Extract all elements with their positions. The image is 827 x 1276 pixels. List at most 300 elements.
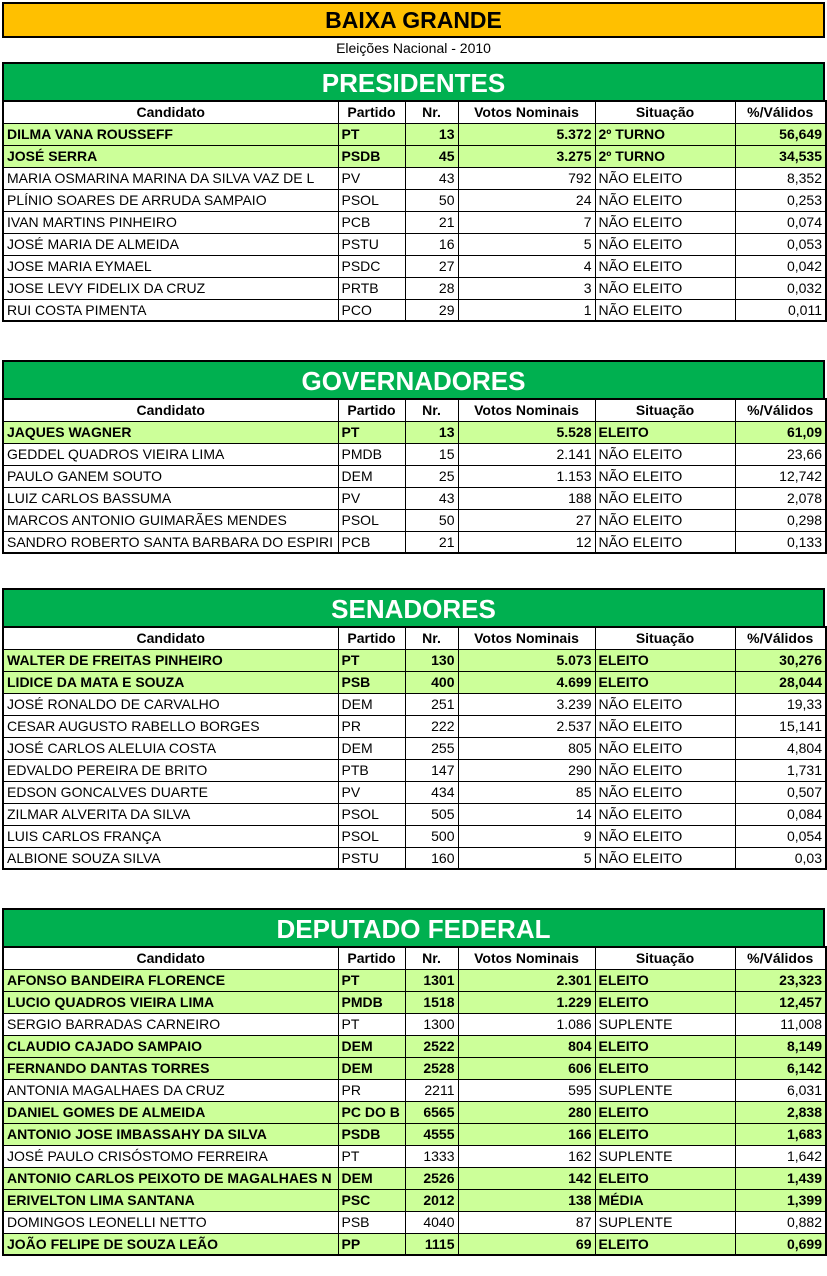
cell-situacao: ELEITO — [595, 649, 735, 671]
table-row — [3, 211, 826, 233]
cell-situacao: 2º TURNO — [595, 145, 735, 167]
cell-partido: PSC — [338, 1189, 405, 1211]
column-header-situacao: Situação — [595, 101, 735, 123]
cell-candidato: CLAUDIO CAJADO SAMPAIO — [3, 1035, 338, 1057]
cell-candidato: JAQUES WAGNER — [3, 421, 338, 443]
cell-nr: 6565 — [405, 1101, 458, 1123]
cell-candidato: MARCOS ANTONIO GUIMARÃES MENDES — [3, 509, 338, 531]
cell-nr: 1300 — [405, 1013, 458, 1035]
cell-candidato: LUCIO QUADROS VIEIRA LIMA — [3, 991, 338, 1013]
table-row — [3, 1167, 826, 1189]
column-header-partido: Partido — [338, 947, 405, 969]
cell-pct: 23,323 — [735, 969, 826, 991]
cell-partido: PSDB — [338, 145, 405, 167]
cell-situacao: NÃO ELEITO — [595, 737, 735, 759]
column-header-nr: Nr. — [405, 399, 458, 421]
column-header-nr: Nr. — [405, 101, 458, 123]
cell-situacao: ELEITO — [595, 1035, 735, 1057]
cell-nr: 28 — [405, 277, 458, 299]
cell-nr: 2528 — [405, 1057, 458, 1079]
cell-partido: PT — [338, 1145, 405, 1167]
cell-candidato: JOSÉ CARLOS ALELUIA COSTA — [3, 737, 338, 759]
cell-situacao: NÃO ELEITO — [595, 803, 735, 825]
cell-votos: 290 — [458, 759, 595, 781]
cell-candidato: FERNANDO DANTAS TORRES — [3, 1057, 338, 1079]
cell-votos: 3.275 — [458, 145, 595, 167]
cell-pct: 61,09 — [735, 421, 826, 443]
column-header-votos: Votos Nominais — [458, 627, 595, 649]
section-title: GOVERNADORES — [2, 360, 825, 398]
cell-partido: PSTU — [338, 847, 405, 869]
column-header-partido: Partido — [338, 399, 405, 421]
results-table — [2, 100, 827, 322]
cell-situacao: NÃO ELEITO — [595, 189, 735, 211]
cell-votos: 14 — [458, 803, 595, 825]
cell-partido: DEM — [338, 1167, 405, 1189]
column-header-candidato: Candidato — [3, 947, 338, 969]
cell-pct: 0,032 — [735, 277, 826, 299]
cell-nr: 4040 — [405, 1211, 458, 1233]
cell-votos: 166 — [458, 1123, 595, 1145]
table-row — [3, 531, 826, 553]
column-header-nr: Nr. — [405, 947, 458, 969]
cell-pct: 1,731 — [735, 759, 826, 781]
cell-nr: 45 — [405, 145, 458, 167]
table-row — [3, 123, 826, 145]
cell-nr: 27 — [405, 255, 458, 277]
column-header-candidato: Candidato — [3, 627, 338, 649]
cell-situacao: NÃO ELEITO — [595, 759, 735, 781]
cell-partido: PRTB — [338, 277, 405, 299]
table-row — [3, 825, 826, 847]
cell-partido: PV — [338, 781, 405, 803]
table-row — [3, 443, 826, 465]
cell-votos: 280 — [458, 1101, 595, 1123]
cell-partido: PSDC — [338, 255, 405, 277]
cell-nr: 255 — [405, 737, 458, 759]
cell-nr: 15 — [405, 443, 458, 465]
cell-candidato: AFONSO BANDEIRA FLORENCE — [3, 969, 338, 991]
cell-partido: PSOL — [338, 189, 405, 211]
column-header-partido: Partido — [338, 627, 405, 649]
cell-candidato: MARIA OSMARINA MARINA DA SILVA VAZ DE L — [3, 167, 338, 189]
cell-votos: 805 — [458, 737, 595, 759]
cell-candidato: LUIS CARLOS FRANÇA — [3, 825, 338, 847]
cell-partido: PT — [338, 969, 405, 991]
cell-nr: 25 — [405, 465, 458, 487]
cell-situacao: 2º TURNO — [595, 123, 735, 145]
cell-nr: 147 — [405, 759, 458, 781]
cell-candidato: DANIEL GOMES DE ALMEIDA — [3, 1101, 338, 1123]
cell-partido: DEM — [338, 1035, 405, 1057]
cell-nr: 13 — [405, 421, 458, 443]
cell-situacao: NÃO ELEITO — [595, 693, 735, 715]
cell-candidato: PLÍNIO SOARES DE ARRUDA SAMPAIO — [3, 189, 338, 211]
cell-nr: 160 — [405, 847, 458, 869]
cell-candidato: ANTONIO JOSE IMBASSAHY DA SILVA — [3, 1123, 338, 1145]
cell-situacao: NÃO ELEITO — [595, 277, 735, 299]
cell-votos: 5.073 — [458, 649, 595, 671]
cell-partido: PSB — [338, 1211, 405, 1233]
cell-candidato: LIDICE DA MATA E SOUZA — [3, 671, 338, 693]
cell-pct: 23,66 — [735, 443, 826, 465]
cell-candidato: EDVALDO PEREIRA DE BRITO — [3, 759, 338, 781]
cell-votos: 606 — [458, 1057, 595, 1079]
cell-partido: PSB — [338, 671, 405, 693]
cell-partido: PT — [338, 1013, 405, 1035]
cell-candidato: WALTER DE FREITAS PINHEIRO — [3, 649, 338, 671]
cell-candidato: JOSE MARIA EYMAEL — [3, 255, 338, 277]
cell-votos: 2.537 — [458, 715, 595, 737]
cell-situacao: NÃO ELEITO — [595, 167, 735, 189]
table-row — [3, 649, 826, 671]
cell-pct: 56,649 — [735, 123, 826, 145]
table-row — [3, 781, 826, 803]
cell-nr: 2526 — [405, 1167, 458, 1189]
cell-pct: 11,008 — [735, 1013, 826, 1035]
table-row — [3, 299, 826, 321]
cell-situacao: NÃO ELEITO — [595, 255, 735, 277]
column-header-situacao: Situação — [595, 399, 735, 421]
cell-situacao: ELEITO — [595, 1233, 735, 1255]
table-row — [3, 1123, 826, 1145]
table-row — [3, 847, 826, 869]
cell-votos: 1.229 — [458, 991, 595, 1013]
table-row — [3, 1233, 826, 1255]
cell-candidato: JOSÉ SERRA — [3, 145, 338, 167]
cell-situacao: ELEITO — [595, 421, 735, 443]
cell-nr: 1115 — [405, 1233, 458, 1255]
cell-situacao: SUPLENTE — [595, 1013, 735, 1035]
cell-partido: PSOL — [338, 509, 405, 531]
column-header-candidato: Candidato — [3, 101, 338, 123]
cell-pct: 6,031 — [735, 1079, 826, 1101]
cell-partido: PSOL — [338, 825, 405, 847]
cell-votos: 162 — [458, 1145, 595, 1167]
table-row — [3, 277, 826, 299]
cell-votos: 27 — [458, 509, 595, 531]
cell-nr: 2522 — [405, 1035, 458, 1057]
cell-situacao: NÃO ELEITO — [595, 781, 735, 803]
column-header-nr: Nr. — [405, 627, 458, 649]
table-row — [3, 189, 826, 211]
cell-partido: DEM — [338, 465, 405, 487]
cell-votos: 1.153 — [458, 465, 595, 487]
cell-pct: 1,439 — [735, 1167, 826, 1189]
cell-pct: 1,399 — [735, 1189, 826, 1211]
cell-candidato: JOSÉ PAULO CRISÓSTOMO FERREIRA — [3, 1145, 338, 1167]
cell-pct: 0,298 — [735, 509, 826, 531]
cell-pct: 0,053 — [735, 233, 826, 255]
cell-situacao: NÃO ELEITO — [595, 715, 735, 737]
table-row — [3, 1211, 826, 1233]
cell-candidato: JOSÉ MARIA DE ALMEIDA — [3, 233, 338, 255]
table-row — [3, 759, 826, 781]
cell-pct: 8,149 — [735, 1035, 826, 1057]
table-row — [3, 1079, 826, 1101]
cell-nr: 21 — [405, 211, 458, 233]
table-header-row — [3, 101, 826, 123]
table-row — [3, 465, 826, 487]
cell-pct: 0,133 — [735, 531, 826, 553]
cell-nr: 251 — [405, 693, 458, 715]
cell-nr: 1333 — [405, 1145, 458, 1167]
column-header-pct: %/Válidos — [735, 947, 826, 969]
table-row — [3, 737, 826, 759]
cell-pct: 0,011 — [735, 299, 826, 321]
column-header-pct: %/Válidos — [735, 627, 826, 649]
cell-situacao: SUPLENTE — [595, 1145, 735, 1167]
cell-pct: 34,535 — [735, 145, 826, 167]
cell-nr: 4555 — [405, 1123, 458, 1145]
cell-votos: 804 — [458, 1035, 595, 1057]
cell-partido: PC DO B — [338, 1101, 405, 1123]
cell-pct: 0,074 — [735, 211, 826, 233]
cell-partido: PT — [338, 421, 405, 443]
cell-partido: PT — [338, 123, 405, 145]
table-row — [3, 969, 826, 991]
column-header-situacao: Situação — [595, 627, 735, 649]
cell-partido: PV — [338, 487, 405, 509]
cell-nr: 434 — [405, 781, 458, 803]
cell-situacao: ELEITO — [595, 1057, 735, 1079]
column-header-votos: Votos Nominais — [458, 101, 595, 123]
table-row — [3, 991, 826, 1013]
cell-partido: PR — [338, 715, 405, 737]
table-header-row — [3, 947, 826, 969]
cell-pct: 0,042 — [735, 255, 826, 277]
table-row — [3, 693, 826, 715]
cell-pct: 0,253 — [735, 189, 826, 211]
cell-candidato: SERGIO BARRADAS CARNEIRO — [3, 1013, 338, 1035]
cell-nr: 505 — [405, 803, 458, 825]
cell-partido: PCO — [338, 299, 405, 321]
cell-partido: PT — [338, 649, 405, 671]
cell-candidato: IVAN MARTINS PINHEIRO — [3, 211, 338, 233]
cell-votos: 188 — [458, 487, 595, 509]
cell-votos: 1.086 — [458, 1013, 595, 1035]
table-row — [3, 255, 826, 277]
cell-nr: 50 — [405, 509, 458, 531]
cell-candidato: PAULO GANEM SOUTO — [3, 465, 338, 487]
cell-pct: 1,642 — [735, 1145, 826, 1167]
cell-nr: 13 — [405, 123, 458, 145]
cell-pct: 0,699 — [735, 1233, 826, 1255]
cell-partido: PP — [338, 1233, 405, 1255]
cell-situacao: ELEITO — [595, 671, 735, 693]
section-governadores — [2, 360, 825, 554]
section-title: PRESIDENTES — [2, 62, 825, 100]
cell-votos: 3 — [458, 277, 595, 299]
cell-votos: 4.699 — [458, 671, 595, 693]
cell-pct: 2,078 — [735, 487, 826, 509]
cell-partido: DEM — [338, 737, 405, 759]
cell-votos: 595 — [458, 1079, 595, 1101]
cell-nr: 400 — [405, 671, 458, 693]
cell-pct: 0,054 — [735, 825, 826, 847]
cell-pct: 4,804 — [735, 737, 826, 759]
table-header-row — [3, 399, 826, 421]
table-row — [3, 145, 826, 167]
cell-votos: 69 — [458, 1233, 595, 1255]
table-row — [3, 671, 826, 693]
cell-situacao: NÃO ELEITO — [595, 509, 735, 531]
cell-candidato: CESAR AUGUSTO RABELLO BORGES — [3, 715, 338, 737]
table-row — [3, 1057, 826, 1079]
cell-candidato: SANDRO ROBERTO SANTA BARBARA DO ESPIRI — [3, 531, 338, 553]
cell-situacao: NÃO ELEITO — [595, 211, 735, 233]
cell-pct: 15,141 — [735, 715, 826, 737]
cell-nr: 130 — [405, 649, 458, 671]
column-header-candidato: Candidato — [3, 399, 338, 421]
cell-pct: 6,142 — [735, 1057, 826, 1079]
results-table — [2, 626, 827, 870]
cell-votos: 5.372 — [458, 123, 595, 145]
cell-nr: 1301 — [405, 969, 458, 991]
cell-votos: 85 — [458, 781, 595, 803]
column-header-pct: %/Válidos — [735, 101, 826, 123]
cell-situacao: NÃO ELEITO — [595, 299, 735, 321]
column-header-situacao: Situação — [595, 947, 735, 969]
cell-votos: 2.141 — [458, 443, 595, 465]
cell-nr: 43 — [405, 487, 458, 509]
table-row — [3, 1013, 826, 1035]
cell-situacao: NÃO ELEITO — [595, 465, 735, 487]
table-row — [3, 487, 826, 509]
cell-candidato: ALBIONE SOUZA SILVA — [3, 847, 338, 869]
cell-situacao: NÃO ELEITO — [595, 825, 735, 847]
cell-pct: 12,457 — [735, 991, 826, 1013]
cell-partido: PCB — [338, 211, 405, 233]
cell-pct: 8,352 — [735, 167, 826, 189]
cell-candidato: GEDDEL QUADROS VIEIRA LIMA — [3, 443, 338, 465]
cell-nr: 222 — [405, 715, 458, 737]
cell-votos: 9 — [458, 825, 595, 847]
cell-votos: 24 — [458, 189, 595, 211]
cell-votos: 1 — [458, 299, 595, 321]
cell-situacao: ELEITO — [595, 969, 735, 991]
cell-nr: 2012 — [405, 1189, 458, 1211]
cell-votos: 138 — [458, 1189, 595, 1211]
cell-votos: 3.239 — [458, 693, 595, 715]
cell-votos: 87 — [458, 1211, 595, 1233]
cell-candidato: ANTONIA MAGALHAES DA CRUZ — [3, 1079, 338, 1101]
section-senadores — [2, 588, 825, 870]
cell-candidato: ANTONIO CARLOS PEIXOTO DE MAGALHAES N — [3, 1167, 338, 1189]
cell-candidato: JOÃO FELIPE DE SOUZA LEÃO — [3, 1233, 338, 1255]
cell-situacao: SUPLENTE — [595, 1211, 735, 1233]
section-deputado-federal — [2, 908, 825, 1256]
cell-pct: 19,33 — [735, 693, 826, 715]
cell-situacao: NÃO ELEITO — [595, 487, 735, 509]
cell-nr: 50 — [405, 189, 458, 211]
cell-pct: 0,882 — [735, 1211, 826, 1233]
cell-situacao: MÉDIA — [595, 1189, 735, 1211]
cell-nr: 16 — [405, 233, 458, 255]
cell-partido: PSTU — [338, 233, 405, 255]
cell-partido: PCB — [338, 531, 405, 553]
cell-partido: PSOL — [338, 803, 405, 825]
section-title: SENADORES — [2, 588, 825, 626]
cell-situacao: SUPLENTE — [595, 1079, 735, 1101]
cell-pct: 30,276 — [735, 649, 826, 671]
cell-candidato: DOMINGOS LEONELLI NETTO — [3, 1211, 338, 1233]
table-row — [3, 1189, 826, 1211]
cell-pct: 12,742 — [735, 465, 826, 487]
cell-votos: 4 — [458, 255, 595, 277]
column-header-votos: Votos Nominais — [458, 399, 595, 421]
table-row — [3, 509, 826, 531]
cell-situacao: ELEITO — [595, 1123, 735, 1145]
cell-candidato: JOSE LEVY FIDELIX DA CRUZ — [3, 277, 338, 299]
cell-nr: 43 — [405, 167, 458, 189]
cell-votos: 792 — [458, 167, 595, 189]
cell-situacao: ELEITO — [595, 1101, 735, 1123]
table-header-row — [3, 627, 826, 649]
table-row — [3, 1101, 826, 1123]
cell-partido: PR — [338, 1079, 405, 1101]
cell-candidato: RUI COSTA PIMENTA — [3, 299, 338, 321]
cell-candidato: LUIZ CARLOS BASSUMA — [3, 487, 338, 509]
cell-votos: 142 — [458, 1167, 595, 1189]
cell-candidato: DILMA VANA ROUSSEFF — [3, 123, 338, 145]
page-subtitle: Eleições Nacional - 2010 — [336, 40, 491, 56]
cell-nr: 1518 — [405, 991, 458, 1013]
cell-candidato: EDSON GONCALVES DUARTE — [3, 781, 338, 803]
cell-candidato: JOSÉ RONALDO DE CARVALHO — [3, 693, 338, 715]
results-table — [2, 398, 827, 554]
cell-situacao: ELEITO — [595, 1167, 735, 1189]
cell-partido: PSDB — [338, 1123, 405, 1145]
results-table — [2, 946, 827, 1256]
table-row — [3, 1145, 826, 1167]
column-header-partido: Partido — [338, 101, 405, 123]
cell-partido: PTB — [338, 759, 405, 781]
cell-nr: 2211 — [405, 1079, 458, 1101]
cell-partido: DEM — [338, 693, 405, 715]
cell-pct: 2,838 — [735, 1101, 826, 1123]
cell-votos: 5 — [458, 233, 595, 255]
column-header-pct: %/Válidos — [735, 399, 826, 421]
cell-votos: 2.301 — [458, 969, 595, 991]
cell-pct: 0,03 — [735, 847, 826, 869]
cell-candidato: ERIVELTON LIMA SANTANA — [3, 1189, 338, 1211]
table-row — [3, 1035, 826, 1057]
cell-pct: 28,044 — [735, 671, 826, 693]
cell-votos: 5 — [458, 847, 595, 869]
section-title: DEPUTADO FEDERAL — [2, 908, 825, 946]
column-header-votos: Votos Nominais — [458, 947, 595, 969]
table-row — [3, 715, 826, 737]
table-row — [3, 803, 826, 825]
cell-nr: 500 — [405, 825, 458, 847]
cell-votos: 7 — [458, 211, 595, 233]
cell-situacao: NÃO ELEITO — [595, 531, 735, 553]
cell-situacao: NÃO ELEITO — [595, 443, 735, 465]
table-row — [3, 233, 826, 255]
table-row — [3, 421, 826, 443]
cell-votos: 12 — [458, 531, 595, 553]
cell-situacao: NÃO ELEITO — [595, 233, 735, 255]
table-row — [3, 167, 826, 189]
cell-pct: 0,507 — [735, 781, 826, 803]
cell-situacao: ELEITO — [595, 991, 735, 1013]
cell-nr: 29 — [405, 299, 458, 321]
cell-situacao: NÃO ELEITO — [595, 847, 735, 869]
cell-partido: PMDB — [338, 991, 405, 1013]
cell-partido: DEM — [338, 1057, 405, 1079]
section-presidentes — [2, 62, 825, 322]
